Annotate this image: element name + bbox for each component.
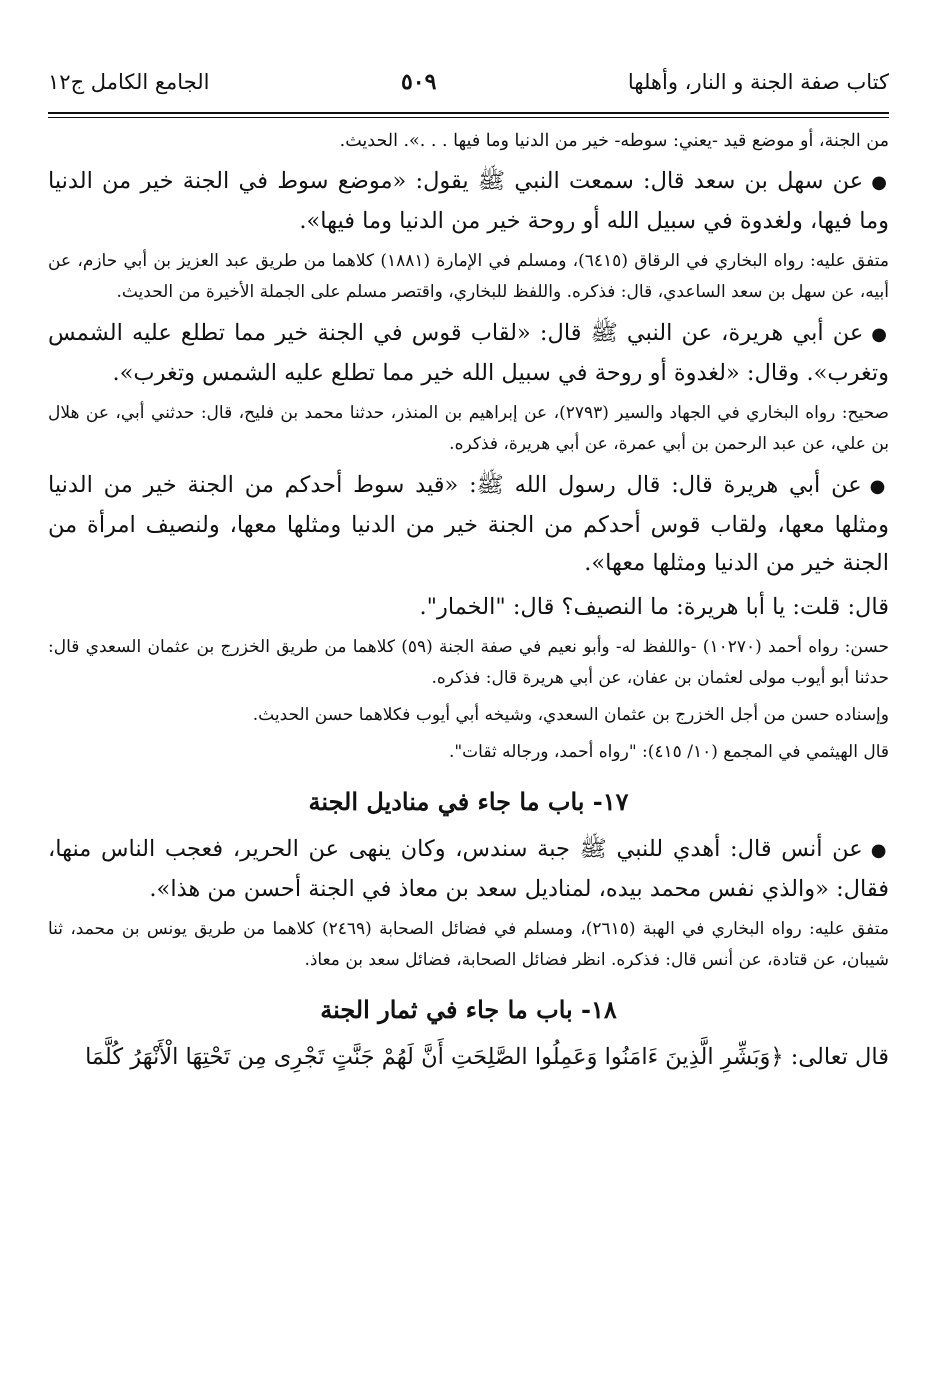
paragraph-text: صحيح: رواه البخاري في الجهاد والسير (٢٧٩٣)، عن إبراهيم بن المنذر، حدثنا محمد بن فليح، قال: حدثني أبي، عن هلال بن علي، عن عبد الرحمن بن أبي عمرة، عن أبي هريرة، فذكره. xyxy=(48,403,889,454)
hadith-paragraph xyxy=(48,314,889,392)
paragraph-text: حسن: رواه أحمد (١٠٢٧٠) -واللفظ له- وأبو نعيم في صفة الجنة (٥٩) كلاهما من طريق الخزرج بن عثمان السعدي قال: حدثنا أبو أيوب مولى لعثمان بن عفان، عن أبي هريرة قال: فذكره. xyxy=(48,637,889,688)
paragraph-text: وإسناده حسن من أجل الخزرج بن عثمان السعدي، وشيخه أبي أيوب فكلاهما حسن الحديث. xyxy=(252,705,889,725)
paragraph-text: عن أبي هريرة، عن النبي ﷺ قال: «لقاب قوس في الجنة خير مما تطلع عليه الشمس وتغرب». وقال: «لغدوة أو روحة في سبيل الله خير مما تطلع عليه الشمس وتغرب». xyxy=(48,320,889,386)
page-body xyxy=(48,124,889,1082)
paragraph-text: قال: قلت: يا أبا هريرة: ما النصيف؟ قال: "الخمار". xyxy=(419,594,889,620)
hadith-paragraph xyxy=(48,466,889,582)
header-rule-thin xyxy=(48,117,889,118)
paragraph-text: من الجنة، أو موضع قيد -يعني: سوطه- خير من الدنيا وما فيها . . .». الحديث. xyxy=(339,131,889,151)
paragraph-text: قال الهيثمي في المجمع (١٠/ ٤١٥): "رواه أحمد، ورجاله ثقات". xyxy=(448,742,889,762)
paragraph-text: عن سهل بن سعد قال: سمعت النبي ﷺ يقول: «موضع سوط في الجنة خير من الدنيا وما فيها، ولغدوة في سبيل الله أو روحة خير من الدنيا وما فيها». xyxy=(48,168,889,234)
bullet-icon: ● xyxy=(871,172,889,193)
continued-paragraph xyxy=(48,124,889,158)
paragraph-text: متفق عليه: رواه البخاري في الرقاق (٦٤١٥)، ومسلم في الإمارة (١٨٨١) كلاهما من طريق عبد العزيز بن أبي حازم، عن أبيه، عن سهل بن سعد الساعدي، قال: فذكره. واللفظ للبخاري، واقتصر مسلم على الجملة الأخيرة من الحديث. xyxy=(48,251,889,302)
bullet-icon: ● xyxy=(871,324,889,345)
footnote-paragraph xyxy=(48,246,889,308)
footnote-paragraph xyxy=(48,914,889,976)
chapter-heading xyxy=(48,782,889,822)
footnote-paragraph xyxy=(48,700,889,731)
chapter-heading xyxy=(48,990,889,1030)
hadith-paragraph xyxy=(48,830,889,908)
footnote-paragraph xyxy=(48,398,889,460)
paragraph-text: عن أبي هريرة قال: قال رسول الله ﷺ: «قيد سوط أحدكم من الجنة خير من الدنيا ومثلها معها، ولقاب قوس أحدكم من الجنة خير من الدنيا ومثلها معها، ولنصيف امرأة من الجنة خير من الدنيا ومثلها معها». xyxy=(48,472,889,576)
page-number: ٥٠٩ xyxy=(400,69,437,95)
chapter-heading-text: ١٧- باب ما جاء في مناديل الجنة xyxy=(308,787,629,816)
paragraph-text: قال تعالى: ﴿وَبَشِّرِ الَّذِينَ ءَامَنُوا وَعَمِلُوا الصَّلِحَتِ أَنَّ لَهُمْ جَنَّتٍ تَجْرِى مِن تَحْتِهَا الْأَنْهَرُ كُلَّمَا xyxy=(85,1044,889,1070)
hadith-paragraph xyxy=(48,1038,889,1076)
series-volume: الجامع الكامل ج١٢ xyxy=(48,70,210,94)
hadith-paragraph xyxy=(48,588,889,626)
bullet-icon: ● xyxy=(870,840,889,861)
header-rule-thick xyxy=(48,112,889,114)
book-title: كتاب صفة الجنة و النار، وأهلها xyxy=(627,70,889,94)
footnote-paragraph xyxy=(48,737,889,768)
footnote-paragraph xyxy=(48,632,889,694)
paragraph-text: متفق عليه: رواه البخاري في الهبة (٢٦١٥)، ومسلم في فضائل الصحابة (٢٤٦٩) كلاهما من طريق يونس بن محمد، ثنا شيبان، عن قتادة، عن أنس قال: فذكره. انظر فضائل الصحابة، فضائل سعد بن معاذ. xyxy=(48,919,890,970)
bullet-icon: ● xyxy=(869,476,889,497)
paragraph-text: عن أنس قال: أهدي للنبي ﷺ جبة سندس، وكان ينهى عن الحرير، فعجب الناس منها، فقال: «والذي نفس محمد بيده، لمناديل سعد بن معاذ في الجنة أحسن من هذا». xyxy=(48,836,889,902)
chapter-heading-text: ١٨- باب ما جاء في ثمار الجنة xyxy=(320,995,617,1024)
running-header xyxy=(48,62,889,102)
hadith-paragraph xyxy=(48,162,889,240)
